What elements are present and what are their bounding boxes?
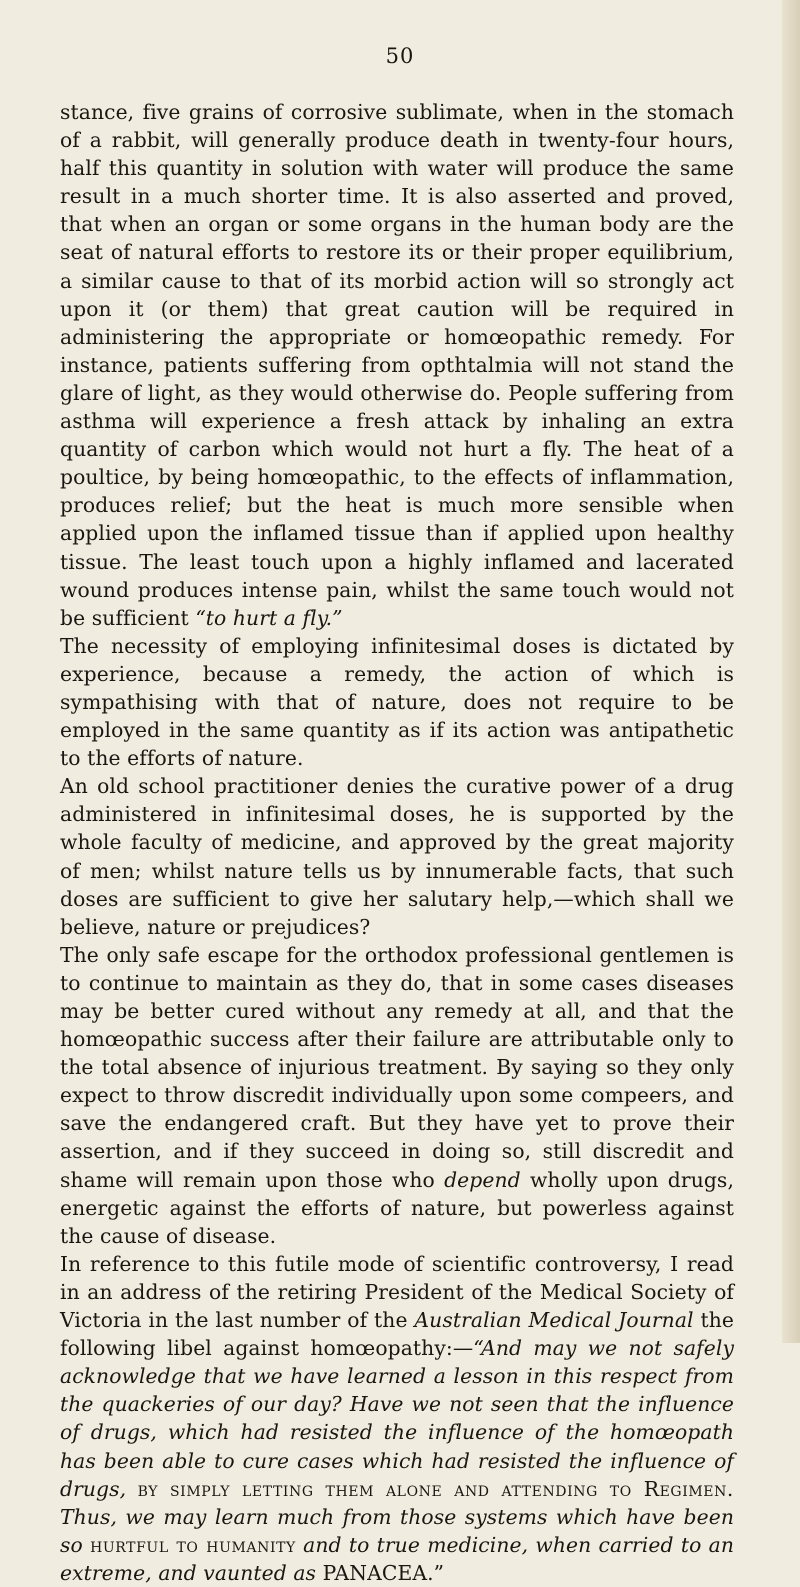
paragraph-1 [60,98,734,632]
quote-caps-3: PANACEA.” [322,1560,445,1585]
quote-part-2: Thus, we may learn much from those systems which have been so [60,1504,734,1557]
page-edge [782,0,800,1343]
paragraph-3: An old school practitioner denies the curative power of a drug administered in infinitesimal doses, he is supported by the whole faculty of medicine, and approved by the great majority of men; whilst nature tells us by innumerable facts, that such doses are sufficient to give her salutary help,—which shall we believe, nature or prejudices? [60,774,734,939]
quote-caps-2: hurtful to humanity [90,1532,296,1557]
paragraph-4 [60,941,734,1250]
quote-part-1: “And may we not safely acknowledge that we have learned a lesson in this respect from the quackeries of our day? Have we not seen that the influence of drugs, which had resisted the influence of the homœopath has been able to cure cases which had resisted the influence of drugs, [60,1336,735,1501]
paragraph-1-italic: “to hurt a fly.” [195,605,343,630]
paragraph-5-mid: the following libel against homœopathy:— [60,1308,734,1361]
paragraph-5-intro: In reference to this futile mode of scientific controversy, I read in an address of the retiring President of the Medical Society of Victoria in the last number of the [60,1251,734,1333]
paragraph-4-italic: depend [444,1167,521,1192]
body-text [60,98,734,1587]
paragraph-2: The necessity of employing infinitesimal doses is dictated by experience, because a remedy, the action of which is sympathising with that of nature, does not require to be employed in the same quantity as if its action was antipathetic to the efforts of nature. [60,633,734,771]
quote-caps-1: by simply letting them alone and attending to Regimen. [137,1476,734,1501]
quote-part-3: and to true medicine, when carried to an extreme, and vaunted as [60,1532,734,1585]
paragraph-5 [60,1250,734,1587]
paragraph-4-text-end: wholly upon drugs, energetic against the efforts of nature, but powerless against the cause of disease. [60,1167,734,1248]
page-number: 50 [385,44,415,68]
paragraph-1-text: stance, five grains of corrosive sublimate, when in the stomach of a rabbit, will generally produce death in twenty-four hours, half this quantity in solution with water will produce the same result in a much shorter time. It is also asserted and proved, that when an organ or some organs in the human body are the seat of natural efforts to restore its or their proper equilibrium, a similar cause to that of its morbid action will so strongly act upon it (or them) that great caution will be required in administering the appropriate or homœopathic remedy. For instance, patients suffering from opthtalmia will not stand the glare of light, as they would otherwise do. People suffering from asthma will experience a fresh attack by inhaling an extra quantity of carbon which would not hurt a fly. The heat of a poultice, by being homœopathic, to the effects of inflammation, produces relief; but the heat is much more sensible when applied upon the inflamed tissue than if applied upon healthy tissue. The least touch upon a highly inflamed and lacerated wound produces intense pain, whilst the same touch would not be sufficient [60,100,734,630]
journal-title: Australian Medical Journal [414,1308,694,1333]
paragraph-4-text: The only safe escape for the orthodox professional gentlemen is to continue to maintain as they do, that in some cases diseases may be better cured without any remedy at all, and that the homœopathic success after their failure are attributable only to the total absence of injurious treatment. By saying so they only expect to throw discredit individually upon some compeers, and save the endangered craft. But they have yet to prove their assertion, and if they succeed in doing so, still discredit and shame will remain upon those who [60,942,734,1192]
